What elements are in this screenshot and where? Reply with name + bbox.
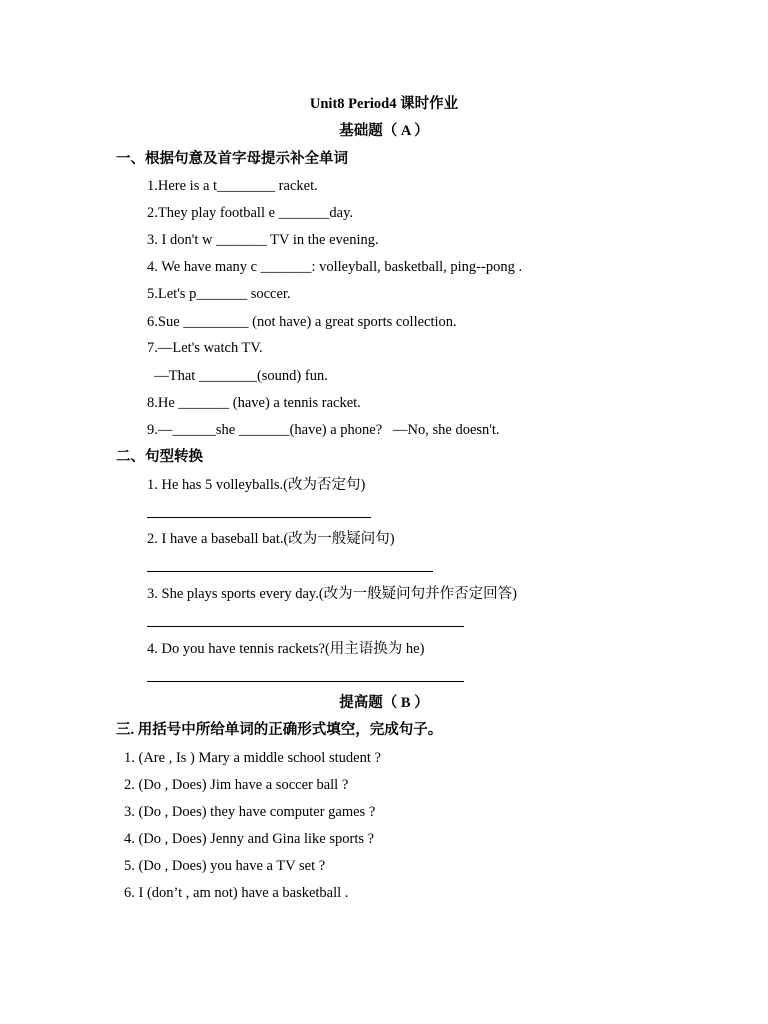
choice-item: 5. (Do , Does) you have a TV set ? [124,858,326,874]
section-three-heading: 三. 用括号中所给单词的正确形式填空，完成句子。 [116,722,443,738]
answer-line [147,681,464,682]
fill-blank-item: —That ________(sound) fun. [147,368,328,384]
choice-item: 4. (Do , Does) Jenny and Gina like sports ? [124,831,375,847]
answer-line [147,571,433,572]
choice-item: 2. (Do , Does) Jim have a soccer ball ? [124,777,349,793]
fill-blank-item: 1.Here is a t________ racket. [147,178,318,194]
transform-item: 3. She plays sports every day.(改为一般疑问句并作否定回答) [147,586,517,602]
fill-blank-item: 9.—______she _______(have) a phone? —No, she doesn't. [147,422,500,438]
transform-item: 4. Do you have tennis rackets?(用主语换为 he) [147,641,425,657]
fill-blank-item: 3. I don't w _______ TV in the evening. [147,232,379,248]
fill-blank-item: 5.Let's p_______ soccer. [147,286,291,302]
fill-blank-item: 8.He _______ (have) a tennis racket. [147,395,361,411]
fill-blank-item: 2.They play football e _______day. [147,205,354,221]
page-title: Unit8 Period4 课时作业 [309,96,459,112]
section-one-heading: 一、根据句意及首字母提示补全单词 [116,151,348,167]
transform-item: 1. He has 5 volleyballs.(改为否定句) [147,477,366,493]
choice-item: 1. (Are , Is ) Mary a middle school student ? [124,750,381,766]
level-b-heading: 提高题（ B ） [339,695,429,711]
choice-item: 3. (Do , Does) they have computer games ? [124,804,376,820]
level-a-heading: 基础题（ A ） [339,123,429,139]
fill-blank-item: 6.Sue _________ (not have) a great sports collection. [147,314,457,330]
choice-item: 6. I (don’t , am not) have a basketball . [124,885,349,901]
fill-blank-item: 4. We have many c _______: volleyball, basketball, ping--pong . [147,259,523,275]
answer-line [147,517,371,518]
section-two-heading: 二、句型转换 [116,449,203,465]
fill-blank-item: 7.—Let's watch TV. [147,340,263,356]
transform-item: 2. I have a baseball bat.(改为一般疑问句) [147,531,395,547]
answer-line [147,626,464,627]
